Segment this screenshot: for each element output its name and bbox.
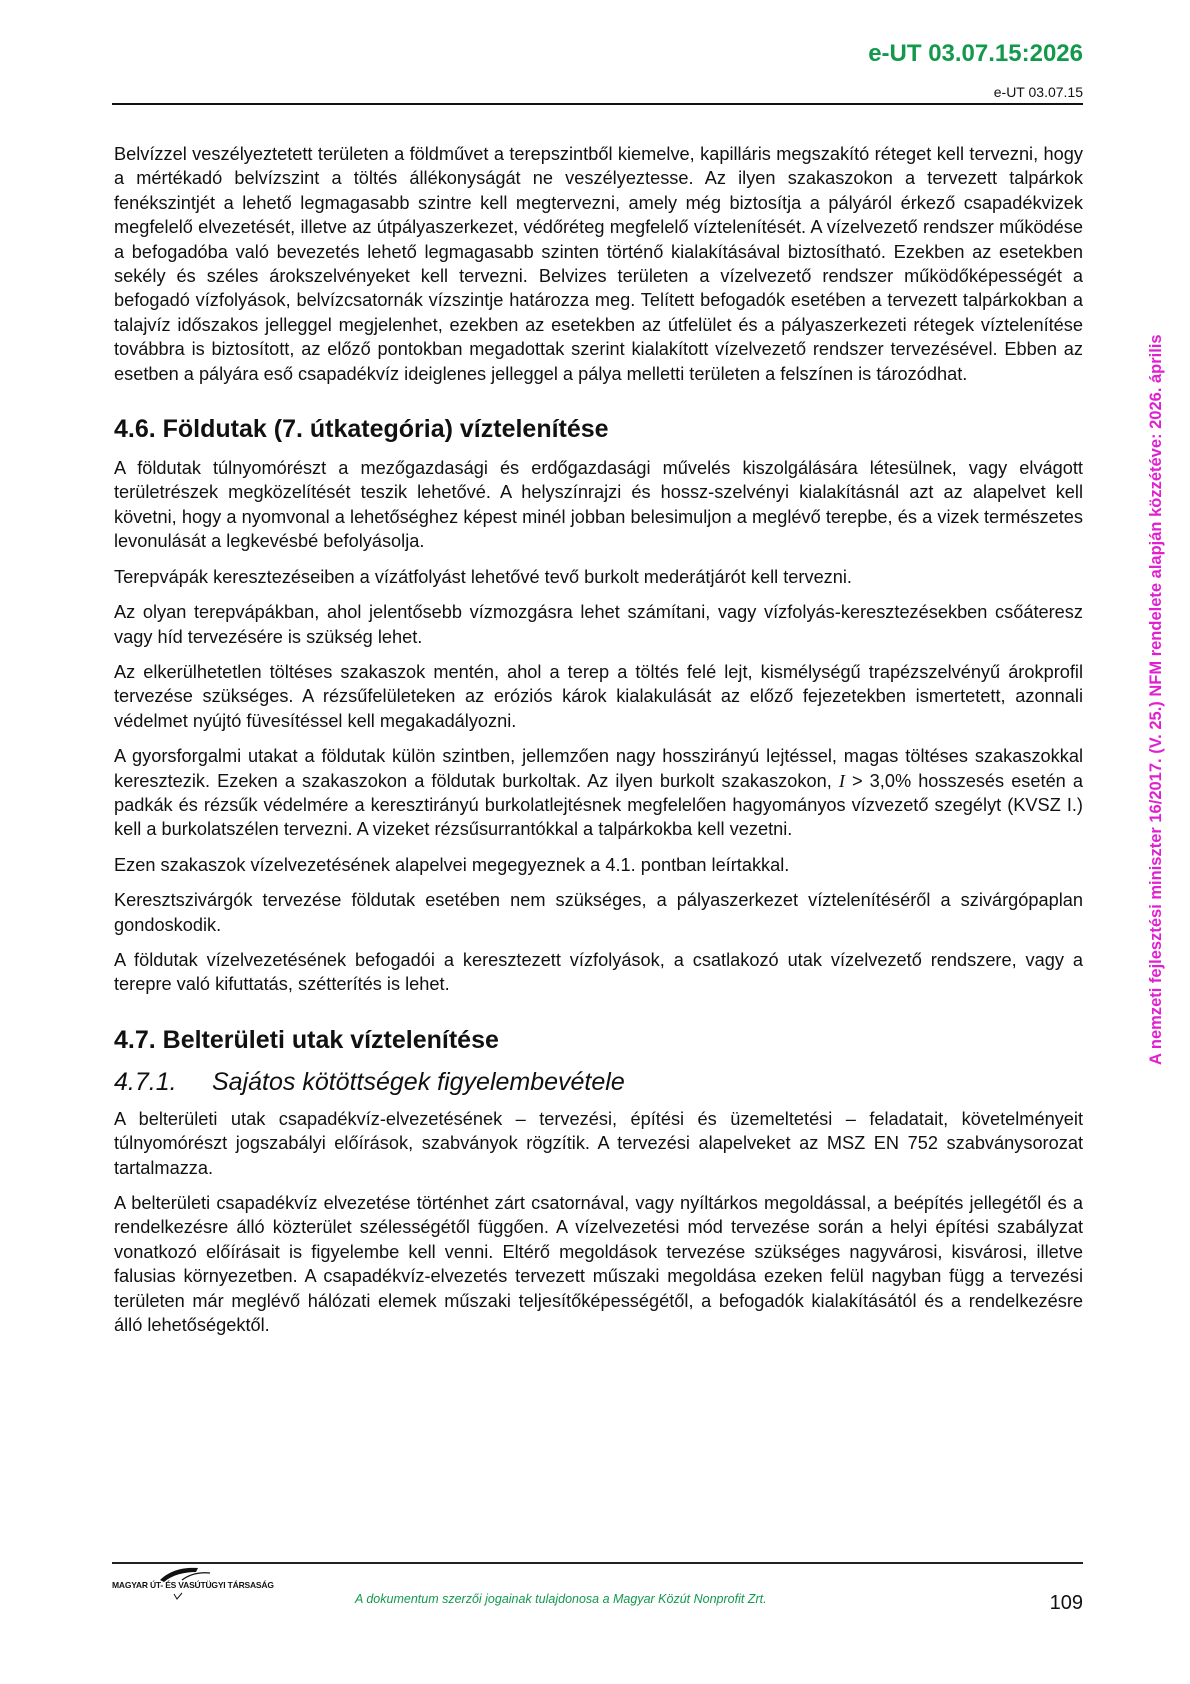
section-heading-4-7: 4.7. Belterületi utak víztelenítése — [114, 1025, 499, 1054]
document-code-subtitle: e-UT 03.07.15 — [993, 84, 1083, 100]
page-number: 109 — [1049, 1592, 1083, 1614]
subsection-title: Sajátos kötöttségek figyelembevétele — [212, 1067, 625, 1096]
paragraph: Keresztszivárgók tervezése földutak esetében nem szükséges, a pályaszerkezet víztelenítéséről a szivárgópaplan gondoskodik. — [114, 890, 1083, 935]
paragraph: Terepvápák keresztezéseiben a vízátfolyást lehetővé tevő burkolt mederátjárót kell tervezni. — [114, 566, 852, 587]
paragraph: A földutak vízelvezetésének befogadói a keresztezett vízfolyások, a csatlakozó utak vízelvezető rendszere, vagy a terepre való kifuttatás, szétterítés is lehet. — [114, 949, 1083, 995]
organization-logo — [112, 1566, 272, 1606]
copyright-note: A dokumentum szerzői jogainak tulajdonosa a Magyar Közút Nonprofit Zrt. — [355, 1592, 767, 1606]
intro-paragraph: Belvízzel veszélyeztetett területen a földművet a terepszintből kiemelve, kapilláris megszakító réteget kell tervezni, hogy a mértékadó belvízszint a töltés állékonyságát ne veszélyeztesse. Az ilyen szakaszokon a tervezett talpárkok fenékszintjét a lehető legmagasabb szintre kell megtervezni, amely még biztosítja a pályáról érkező csapadékvizek megfelelő elvezetését, illetve az útpályaszerkezet, védőréteg megfelelő víztelenítését. A vízelvezető rendszer működése a befogadóba való bevezetés lehető legmagasabb szinten történő kialakításával biztosítható. Ezekben az esetekben sekély és széles árokszelvényeket kell tervezni. Belvizes területen a vízelvezető rendszer működőképességét a befogadó vízfolyások, belvízcsatornák vízszintje határozza meg. Telített befogadók esetében a tervezett talpárkokban a talajvíz időszakos jelleggel megjelenhet, ezekben az esetekben az útfelület és a pályaszerkezeti rétegek víztelenítése továbbra is biztosított, az előző pontokban megadottak szerint kialakított vízelvezető rendszer tervezésével. Ebben az esetben a pályára eső csapadékvíz ideiglenes jelleggel a pálya melletti területen a felszínen is tározódhat. — [114, 144, 1083, 384]
section-heading-4-6: 4.6. Földutak (7. útkategória) víztelenítése — [114, 415, 609, 444]
publication-side-note: A nemzeti fejlesztési miniszter 16/2017. (V. 25.) NFM rendelete alapján közzétéve: 2026. április — [1147, 334, 1165, 1065]
paragraph-slope — [114, 744, 1083, 842]
text-run: A gyorsforgalmi utakat a földutak külön szintben, jellemzően nagy hosszirányú lejtéssel, magas töltéses szakaszokkal keresztezik. Ezeken a szakaszokon a földutak burkoltak. Az ilyen burkolt szakaszokon, — [114, 746, 1083, 791]
header-divider — [112, 103, 1083, 105]
paragraph: Ezen szakaszok vízelvezetésének alapelvei megegyeznek a 4.1. pontban leírtakkal. — [114, 854, 790, 875]
footer-divider — [112, 1562, 1083, 1564]
paragraph: Az elkerülhetetlen töltéses szakaszok mentén, ahol a terep a töltés felé lejt, kismélységű trapézszelvényű árokprofil tervezése szükséges. A rézsűfelületeken az eróziós károk kialakulását az előző fejezetekben ismertetett, azonnali védelmet nyújtó füvesítéssel kell megakadályozni. — [114, 661, 1083, 731]
subsection-heading-4-7-1 — [114, 1067, 1083, 1097]
paragraph: A földutak túlnyomórészt a mezőgazdasági és erdőgazdasági művelés kiszolgálására létesülnek, vagy elvágott területrészek megközelítését teszik lehetővé. A helyszínrajzi és hossz-szelvényi kialakításnál azt az alapelvet kell követni, hogy a nyomvonal a lehetőséghez képest minél jobban belesimuljon a meglévő terepbe, és a vizek természetes levonulását a legkevésbé befolyásolja. — [114, 458, 1083, 552]
document-code-title: e-UT 03.07.15:2026 — [868, 40, 1083, 67]
slope-variable: I — [838, 770, 845, 791]
paragraph: Az olyan terepvápákban, ahol jelentősebb vízmozgásra lehet számítani, vagy vízfolyás-keresztezésekben csőáteresz vagy híd tervezésére is szükség lehet. — [114, 602, 1083, 647]
paragraph: A belterületi csapadékvíz elvezetése történhet zárt csatornával, vagy nyíltárkos megoldással, a beépítés jellegétől és a rendelkezésre álló közterület szélességétől függően. A vízelvezetési mód tervezése során a helyi építési szabályzat vonatkozó előírásait is figyelembe kell venni. Eltérő megoldások tervezése szükséges nagyvárosi, kisvárosi, illetve falusias környezetben. A csapadékvíz-elvezetés tervezett műszaki megoldása ezeken felül nagyban függ a tervezési területen már meglévő hálózati elemek műszaki teljesítőképességétől, a befogadók kialakításától és a rendelkezésre álló lehetőségektől. — [114, 1193, 1083, 1336]
page-body — [114, 142, 1083, 1348]
logo-text: MAGYAR ÚT- ÉS VASÚTÜGYI TÁRSASÁG — [112, 1580, 274, 1590]
paragraph: A belterületi utak csapadékvíz-elvezetésének – tervezési, építési és üzemeltetési – feladatait, követelményeit túlnyomórészt jogszabályi előírások, szabványok rögzítik. A tervezési alapelveket az MSZ EN 752 szabványsorozat tartalmazza. — [114, 1108, 1083, 1178]
text-run: > 3,0% hosszesés esetén a padkák és rézsűk védelmére a keresztirányú burkolatlejtésnek megfelelően hagyományos vízvezető szegélyt (KVSZ I.) kell a burkolatszélen tervezni. A vizeket rézsűsurrantókkal a talpárkokba kell vezetni. — [114, 770, 1083, 840]
subsection-number: 4.7.1. — [114, 1067, 177, 1096]
